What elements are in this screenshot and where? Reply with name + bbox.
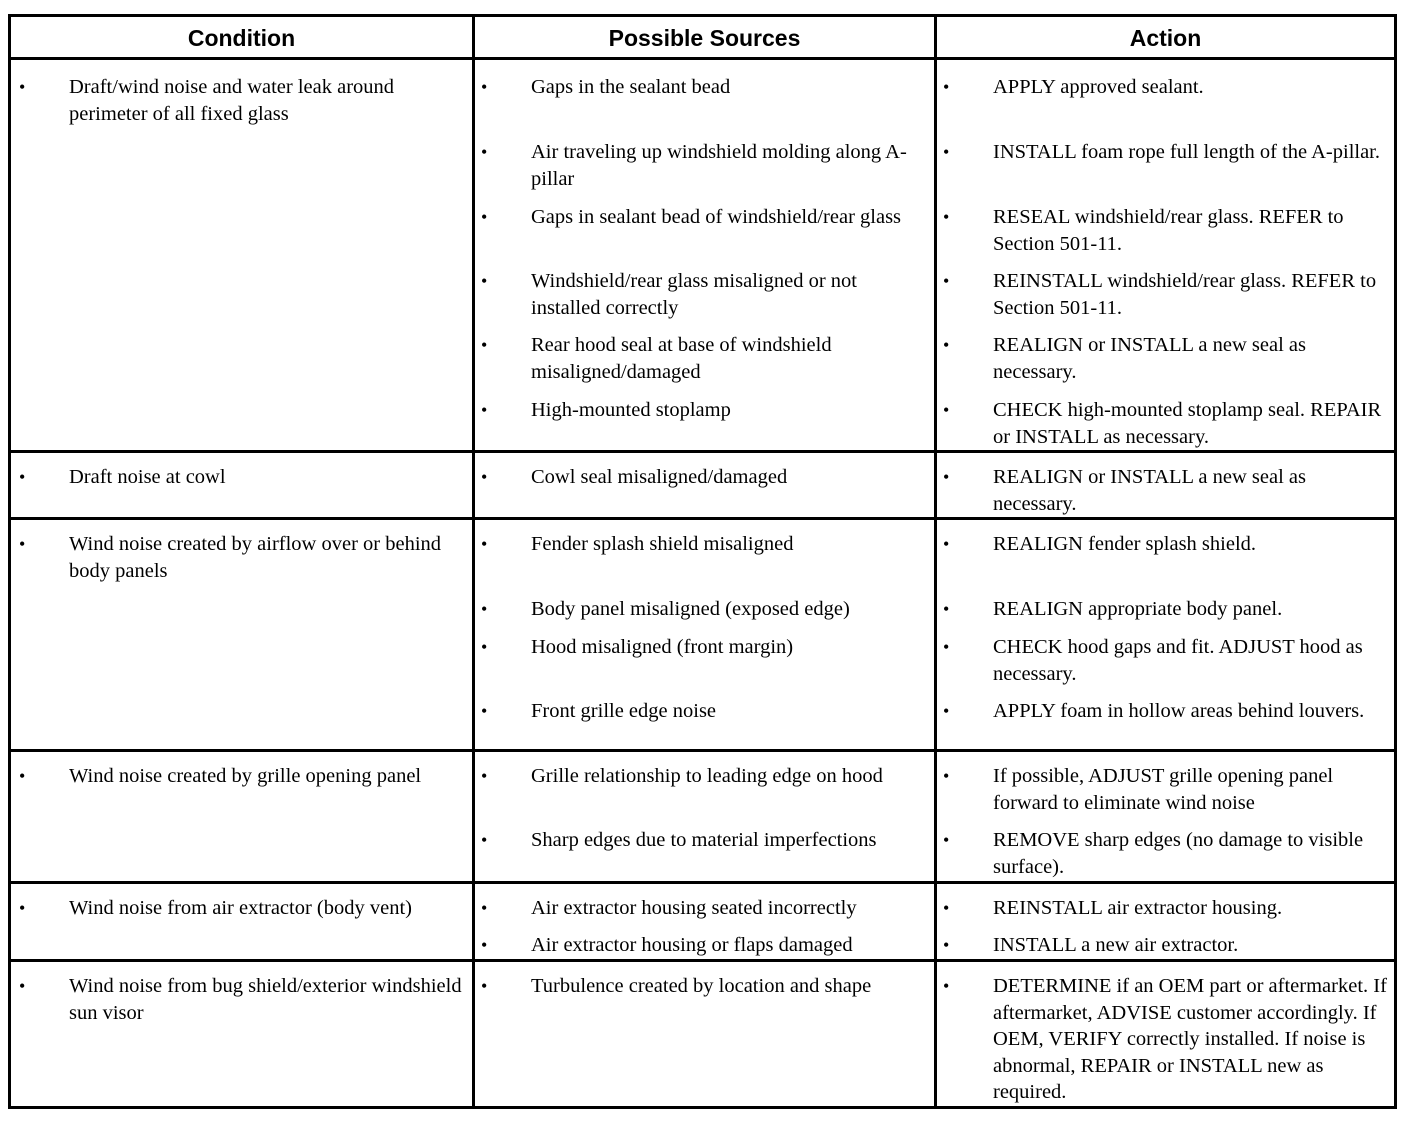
action-item [943,634,1388,687]
source-item [481,973,926,1000]
table-row [11,749,1394,881]
source-item-text: Air extractor housing seated incorrectly [531,897,857,919]
action-item [943,397,1388,450]
bullet-icon: • [943,830,950,850]
source-item-text: Air extractor housing or flaps damaged [531,934,853,956]
action-item-text: CHECK high-mounted stoplamp seal. REPAIR or INSTALL as necessary. [993,399,1382,448]
bullet-icon: • [943,77,950,97]
condition-cell [19,973,464,1026]
source-item [481,531,926,558]
table-row [11,60,1394,450]
bullet-icon: • [481,637,488,657]
bullet-icon: • [943,142,950,162]
condition-cell [19,464,464,491]
source-item [481,634,926,661]
bullet-icon: • [481,701,488,721]
condition-cell [19,74,464,127]
action-item-text: REALIGN or INSTALL a new seal as necessary. [993,466,1306,515]
source-item [481,464,926,491]
bullet-icon: • [943,271,950,291]
bullet-icon: • [481,534,488,554]
condition-cell [19,895,464,922]
bullet-icon: • [943,766,950,786]
condition-cell-text: Draft/wind noise and water leak around perimeter of all fixed glass [69,76,395,125]
bullet-icon: • [943,976,950,996]
source-item-text: Cowl seal misaligned/damaged [531,466,788,488]
source-item-text: High-mounted stoplamp [531,399,731,421]
bullet-icon: • [943,599,950,619]
condition-cell-text: Draft noise at cowl [69,466,226,488]
diagnosis-table [8,14,1397,1109]
action-item-text: DETERMINE if an OEM part or aftermarket. If aftermarket, ADVISE customer accordingly. If OEM, VERIFY correctly installed. If noise is abnormal, REPAIR or INSTALL new as required. [993,975,1387,1103]
source-item [481,204,926,231]
source-item-text: Gaps in sealant bead of windshield/rear glass [531,206,902,228]
table-row [11,959,1394,1109]
bullet-icon: • [19,766,26,786]
action-item [943,596,1388,623]
bullet-icon: • [943,701,950,721]
table-header-row [11,17,1394,60]
table-row [11,517,1394,749]
bullet-icon: • [481,271,488,291]
source-item [481,74,926,101]
action-item-text: CHECK hood gaps and fit. ADJUST hood as necessary. [993,636,1363,685]
action-item-text: APPLY approved sealant. [993,76,1204,98]
source-item-text: Gaps in the sealant bead [531,76,731,98]
action-item [943,827,1388,880]
header-condition: Condition [187,25,296,51]
condition-cell-text: Wind noise created by airflow over or behind body panels [69,533,442,582]
source-item-text: Body panel misaligned (exposed edge) [531,598,850,620]
source-item-text: Grille relationship to leading edge on hood [531,765,883,787]
action-item [943,698,1388,725]
action-item [943,932,1388,959]
source-item [481,895,926,922]
bullet-icon: • [481,976,488,996]
action-item [943,139,1388,166]
bullet-icon: • [943,534,950,554]
action-item [943,464,1388,517]
source-item-text: Windshield/rear glass misaligned or not installed correctly [531,270,857,319]
bullet-icon: • [943,207,950,227]
action-item-text: REINSTALL air extractor housing. [993,897,1283,919]
source-item [481,268,926,321]
source-item-text: Hood misaligned (front margin) [531,636,794,658]
bullet-icon: • [481,77,488,97]
action-item [943,204,1388,257]
bullet-icon: • [943,935,950,955]
action-item-text: INSTALL a new air extractor. [993,934,1239,956]
source-item [481,332,926,385]
action-item [943,973,1388,1106]
source-item-text: Sharp edges due to material imperfections [531,829,877,851]
source-item-text: Front grille edge noise [531,700,717,722]
action-item-text: REALIGN fender splash shield. [993,533,1257,555]
bullet-icon: • [481,207,488,227]
bullet-icon: • [481,830,488,850]
source-item [481,139,926,192]
bullet-icon: • [19,77,26,97]
action-item-text: INSTALL foam rope full length of the A-pillar. [993,141,1381,163]
action-item-text: If possible, ADJUST grille opening panel forward to eliminate wind noise [993,765,1334,814]
action-item [943,895,1388,922]
action-item [943,74,1388,101]
source-item-text: Rear hood seal at base of windshield misaligned/damaged [531,334,832,383]
table-row [11,450,1394,517]
action-item [943,531,1388,558]
action-item [943,763,1388,816]
source-item [481,596,926,623]
bullet-icon: • [943,400,950,420]
bullet-icon: • [481,335,488,355]
bullet-icon: • [481,599,488,619]
bullet-icon: • [943,637,950,657]
source-item-text: Fender splash shield misaligned [531,533,794,555]
action-item-text: REALIGN appropriate body panel. [993,598,1283,620]
bullet-icon: • [19,467,26,487]
condition-cell-text: Wind noise created by grille opening panel [69,765,422,787]
source-item [481,932,926,959]
bullet-icon: • [481,898,488,918]
action-item [943,268,1388,321]
action-item-text: RESEAL windshield/rear glass. REFER to Section 501-11. [993,206,1344,255]
header-possible-sources: Possible Sources [608,25,801,51]
source-item [481,397,926,424]
source-item-text: Turbulence created by location and shape [531,975,872,997]
source-item [481,763,926,790]
source-item-text: Air traveling up windshield molding along A-pillar [531,141,907,190]
header-action: Action [1129,25,1202,51]
bullet-icon: • [943,898,950,918]
action-item-text: REALIGN or INSTALL a new seal as necessary. [993,334,1306,383]
bullet-icon: • [943,467,950,487]
condition-cell-text: Wind noise from air extractor (body vent) [69,897,413,919]
bullet-icon: • [481,766,488,786]
condition-cell-text: Wind noise from bug shield/exterior windshield sun visor [69,975,462,1024]
bullet-icon: • [481,400,488,420]
bullet-icon: • [481,935,488,955]
bullet-icon: • [19,898,26,918]
bullet-icon: • [943,335,950,355]
action-item-text: APPLY foam in hollow areas behind louvers. [993,700,1365,722]
bullet-icon: • [481,142,488,162]
action-item-text: REMOVE sharp edges (no damage to visible surface). [993,829,1364,878]
action-item [943,332,1388,385]
bullet-icon: • [481,467,488,487]
source-item [481,827,926,854]
bullet-icon: • [19,976,26,996]
condition-cell [19,763,464,790]
action-item-text: REINSTALL windshield/rear glass. REFER to Section 501-11. [993,270,1377,319]
bullet-icon: • [19,534,26,554]
source-item [481,698,926,725]
condition-cell [19,531,464,584]
table-row [11,881,1394,959]
